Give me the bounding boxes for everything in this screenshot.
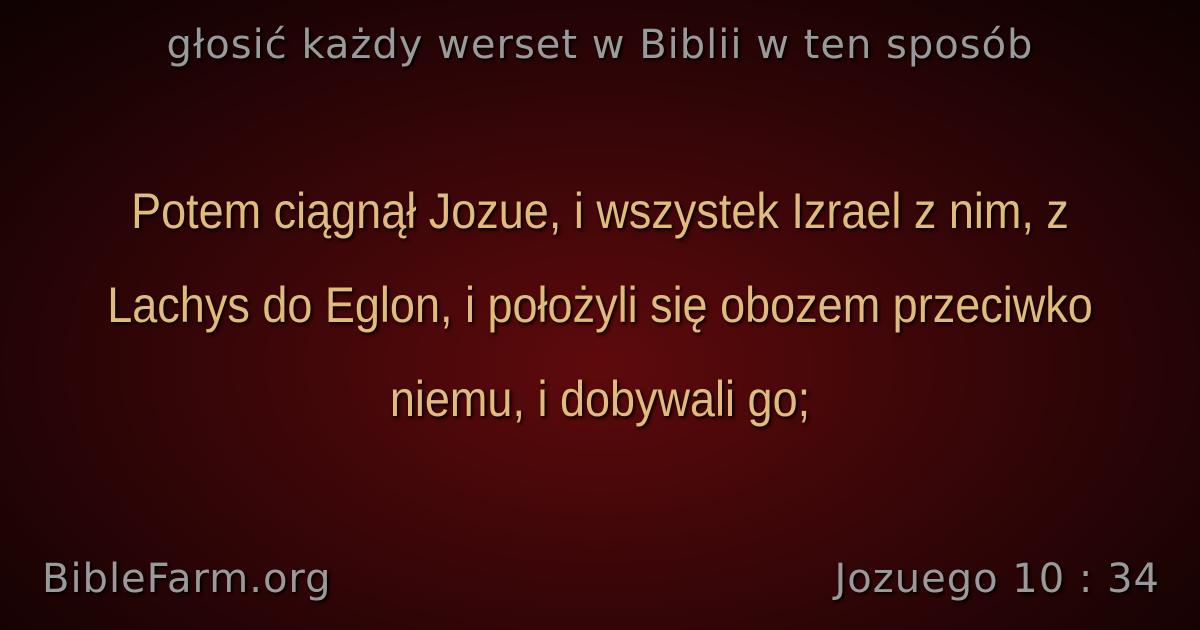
verse-text: Potem ciągnął Jozue, i wszystek Izrael z nim, z Lachys do Eglon, i położyli się obozem przeciwko niemu, i dobywali go; (107, 183, 1093, 427)
tagline: głosić każdy werset w Biblii w ten sposób (166, 22, 1034, 68)
site-name: BibleFarm.org (42, 556, 332, 602)
verse-reference: Jozuego 10 : 34 (834, 556, 1160, 602)
verse-container (40, 160, 1160, 450)
